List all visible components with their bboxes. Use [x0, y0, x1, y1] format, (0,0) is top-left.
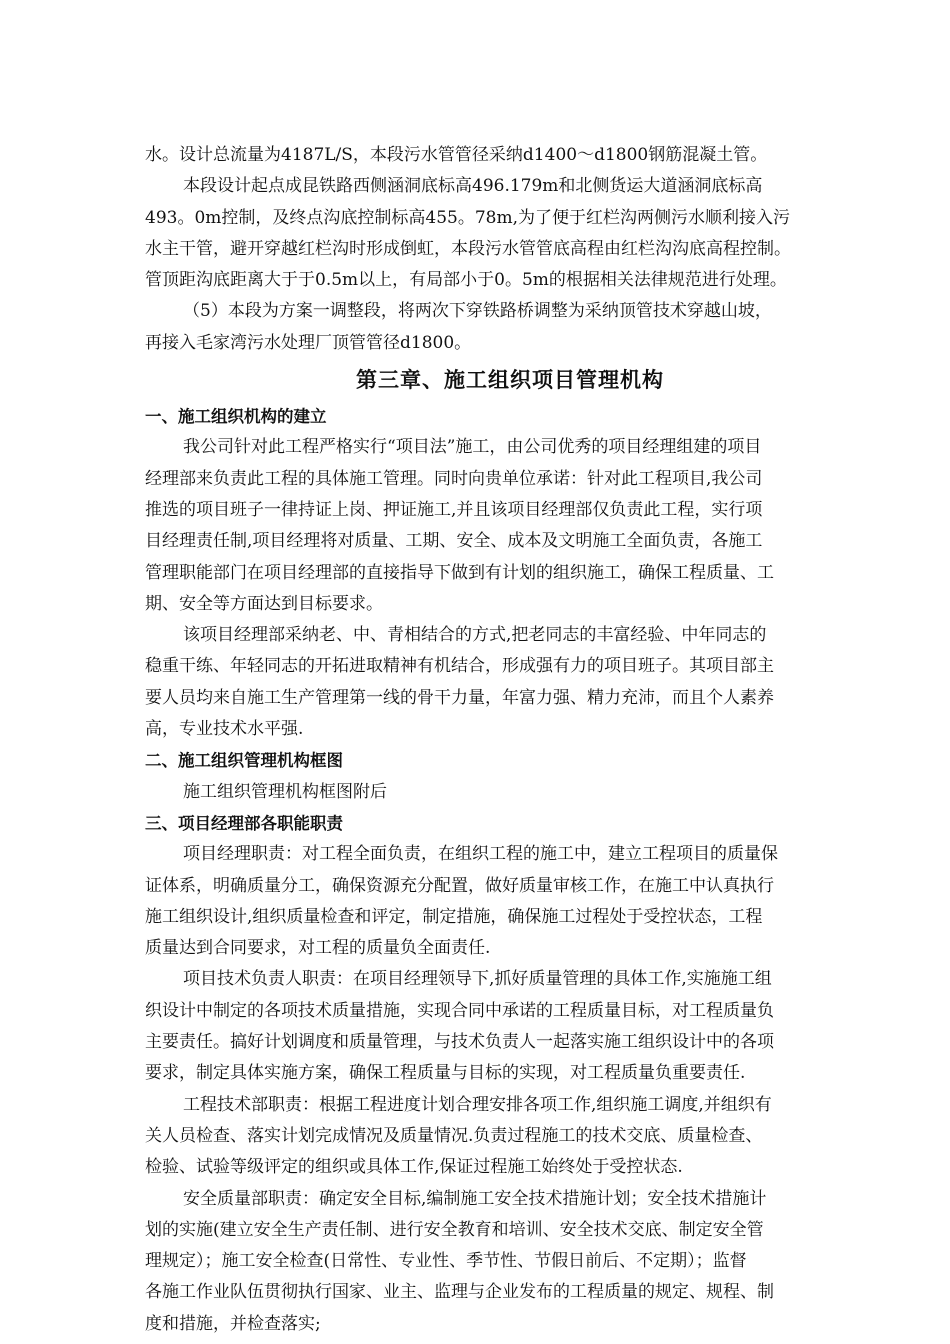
paragraph-line: 工程技术部职责：根据工程进度计划合理安排各项工作,组织施工调度,并组织有 — [183, 1094, 772, 1115]
paragraph-line: 项目技术负责人职责：在项目经理领导下,抓好质量管理的具体工作,实施施工组 — [183, 969, 772, 990]
paragraph-line: 管理职能部门在项目经理部的直接指导下做到有计划的组织施工，确保工程质量、工 — [145, 562, 774, 583]
intro-line: 水。设计总流量为4187L/S，本段污水管管径采纳d1400～d1800钢筋混凝土管。 — [145, 145, 768, 165]
paragraph-line: 我公司针对此工程严格实行“项目法”施工，由公司优秀的项目经理组建的项目 — [183, 437, 762, 458]
paragraph-line: 织设计中制定的各项技术质量措施，实现合同中承诺的工程质量目标，对工程质量负 — [145, 1000, 774, 1021]
paragraph-line: 划的实施(建立安全生产责任制、进行安全教育和培训、安全技术交底、制定安全管 — [145, 1219, 764, 1240]
paragraph-line: 施工组织设计,组织质量检查和评定，制定措施，确保施工过程处于受控状态，工程 — [145, 906, 763, 927]
section-heading-3: 三、项目经理部各职能职责 — [145, 813, 343, 833]
section-heading-2: 二、施工组织管理机构框图 — [145, 751, 343, 771]
paragraph-line: 质量达到合同要求，对工程的质量负全面责任. — [145, 938, 491, 959]
document-page — [145, 140, 875, 1340]
paragraph-line: 期、安全等方面达到目标要求。 — [145, 593, 383, 614]
paragraph-line: 理规定）；施工安全检查(日常性、专业性、季节性、节假日前后、不定期）；监督 — [145, 1251, 747, 1272]
paragraph-line: 施工组织管理机构框图附后 — [183, 781, 387, 802]
paragraph-line: 关人员检查、落实计划完成情况及质量情况.负责过程施工的技术交底、质量检查、 — [145, 1125, 763, 1146]
paragraph-line: 主要责任。搞好计划调度和质量管理，与技术负责人一起落实施工组织设计中的各项 — [145, 1032, 774, 1053]
paragraph-line: 项目经理职责：对工程全面负责，在组织工程的施工中，建立工程项目的质量保 — [183, 844, 778, 865]
intro-line: 水主干管，避开穿越红栏沟时形成倒虹，本段污水管管底高程由红栏沟沟底高程控制。 — [145, 238, 791, 259]
paragraph-line: 要求，制定具体实施方案，确保工程质量与目标的实现，对工程质量负重要责任. — [145, 1063, 746, 1084]
intro-line: 管顶距沟底距离大于于0.5m以上，有局部小于0。5m的根据相关法律规范进行处理。 — [145, 270, 787, 291]
paragraph-line: 稳重干练、年轻同志的开拓进取精神有机结合，形成强有力的项目班子。其项目部主 — [145, 656, 774, 677]
paragraph-line: 经理部来负责此工程的具体施工管理。同时向贵单位承诺：针对此工程项目,我公司 — [145, 468, 763, 489]
paragraph-line: 该项目经理部采纳老、中、青相结合的方式,把老同志的丰富经验、中年同志的 — [183, 625, 767, 646]
paragraph-line: 安全质量部职责：确定安全目标,编制施工安全技术措施计划；安全技术措施计 — [183, 1188, 767, 1209]
paragraph-line: 度和措施，并检查落实; — [145, 1313, 321, 1334]
paragraph-line: 各施工作业队伍贯彻执行国家、业主、监理与企业发布的工程质量的规定、规程、制 — [145, 1282, 774, 1303]
paragraph-line: 检验、试验等级评定的组织或具体工作,保证过程施工始终处于受控状态. — [145, 1157, 683, 1178]
paragraph-line: 要人员均来自施工生产管理第一线的骨干力量，年富力强、精力充沛，而且个人素养 — [145, 687, 774, 708]
chapter-title: 第三章、施工组织项目管理机构 — [356, 368, 664, 393]
intro-line: 493。0m控制，及终点沟底控制标高455。78m,为了便于红栏沟两侧污水顺利接入污 — [145, 207, 790, 228]
paragraph-line: 推选的项目班子一律持证上岗、押证施工,并且该项目经理部仅负责此工程，实行项 — [145, 499, 763, 520]
intro-line: （5）本段为方案一调整段，将两次下穿铁路桥调整为采纳顶管技术穿越山坡， — [183, 301, 772, 322]
section-heading-1: 一、施工组织机构的建立 — [145, 407, 327, 427]
paragraph-line: 高，专业技术水平强. — [145, 719, 304, 740]
intro-line: 本段设计起点成昆铁路西侧涵洞底标高496.179m和北侧货运大道涵洞底标高 — [183, 176, 763, 197]
paragraph-line: 证体系，明确质量分工，确保资源充分配置，做好质量审核工作，在施工中认真执行 — [145, 875, 774, 896]
intro-line: 再接入毛家湾污水处理厂顶管管径d1800。 — [145, 332, 472, 353]
paragraph-line: 目经理责任制,项目经理将对质量、工期、安全、成本及文明施工全面负责，各施工 — [145, 531, 763, 552]
